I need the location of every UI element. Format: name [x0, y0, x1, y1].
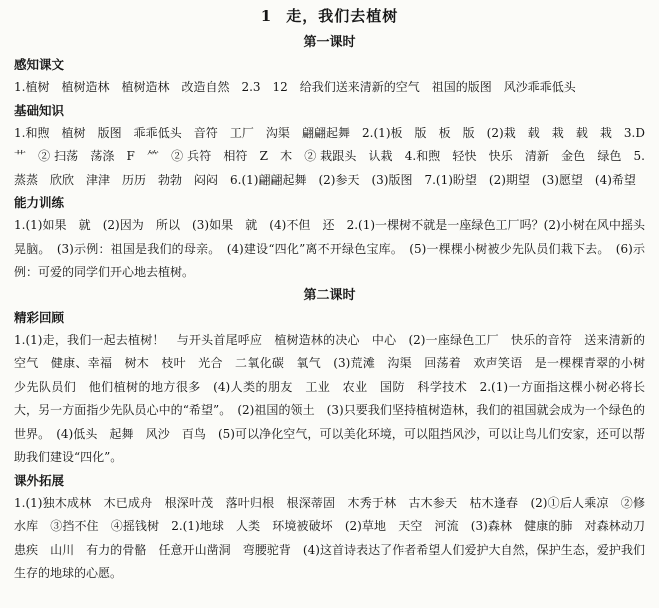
section-review — [14, 309, 658, 470]
lesson-number: 1 — [260, 7, 273, 25]
lesson2-heading: 第二课时 — [303, 287, 356, 303]
section-basics — [14, 102, 658, 193]
section-paragraph: 1.(1)独木成林 木已成舟 根深叶茂 落叶归根 根深蒂固 木秀于林 古木参天 枯木逢春 (2)①后人乘凉 ②修水库 ③挡不住 ④摇钱树 2.(1)地球 人类 环境被破坏 (2)草地 天空 河流 (3)森林 健康的肺 对森林动刀 患疾 山川 有力的骨骼 任意开山凿洞 弯腰驼背 (4)这首诗表达了作者希望人们爱护大自然，保护生态，爱护我们生存的地球的心愿。 — [14, 495, 658, 580]
lesson-title: 走，我们去植树 — [286, 7, 399, 25]
section-paragraph: 1.(1)走，我们一起去植树！ 与开头首尾呼应 植树造林的决心 中心 (2)一座绿色工厂 快乐的音符 送来清新的空气 健康、幸福 树木 枝叶 光合 二氧化碳 氧气 (3)荒滩 沟渠 回荡着 欢声笑语 是一棵棵青翠的小树 少先队员们 他们植树的地方很多 (4)人类的朋友 工业 农业 国防 科学技术 2.(1)一方面指这棵小树必将长大，另一方面指少先队员心中的“希望”。 (2)祖国的领土 (3)只要我们坚持植树造林，我们的祖国就会成为一个绿色的世界。 (4)低头 起舞 风沙 百鸟 (5)可以净化空气，可以美化环境，可以阻挡风沙，可以让鸟儿们安家，还可以帮助我们建设“四化”。 — [14, 332, 658, 464]
lesson1-heading: 第一课时 — [303, 35, 356, 50]
section-paragraph: 1.植树 植树造林 植树造林 改造自然 2.3 12 给我们送来清新的空气 祖国的版图 风沙乖乖低头 — [14, 80, 576, 94]
section-ability — [14, 194, 645, 285]
section-heading: 精彩回顾 — [14, 309, 65, 325]
section-paragraph: 1.(1)如果 就 (2)因为 所以 (3)如果 就 (4)不但 还 2.(1)一棵树不就是一座绿色工厂吗？(2)小树在风中摇头晃脑。 (3)示例：祖国是我们的母亲。 (4)建设“四化”离不开绿色宝库。 (5)一棵棵小树被少先队员们栽下去。 (6)示例：可爱的同学们开心地去植树。 — [14, 218, 645, 279]
section-heading: 感知课文 — [14, 57, 65, 72]
section-heading: 课外拓展 — [14, 472, 65, 488]
section-extension — [14, 472, 658, 586]
section-perceive — [14, 56, 645, 100]
section-heading: 能力训练 — [14, 195, 65, 210]
page-title — [14, 6, 645, 26]
section-heading: 基础知识 — [14, 102, 65, 118]
section-paragraph: 1.和煦 植树 版图 乖乖低头 音符 工厂 沟渠 翩翩起舞 2.(1)板 版 板 版 (2)栽 载 栽 载 栽 3.D 艹 ② 扫荡 荡涤 F ⺮ ② 兵符 相符 Z 木 ② 栽跟头 认栽 4.和煦 轻快 快乐 清新 金色 绿色 5.蒸蒸 欣欣 津津 历历 勃勃 闷闷 6.(1)翩翩起舞 (2)参天 (3)版图 7.(1)盼望 (2)期望 (3)愿望 (4)希望 — [14, 125, 658, 187]
